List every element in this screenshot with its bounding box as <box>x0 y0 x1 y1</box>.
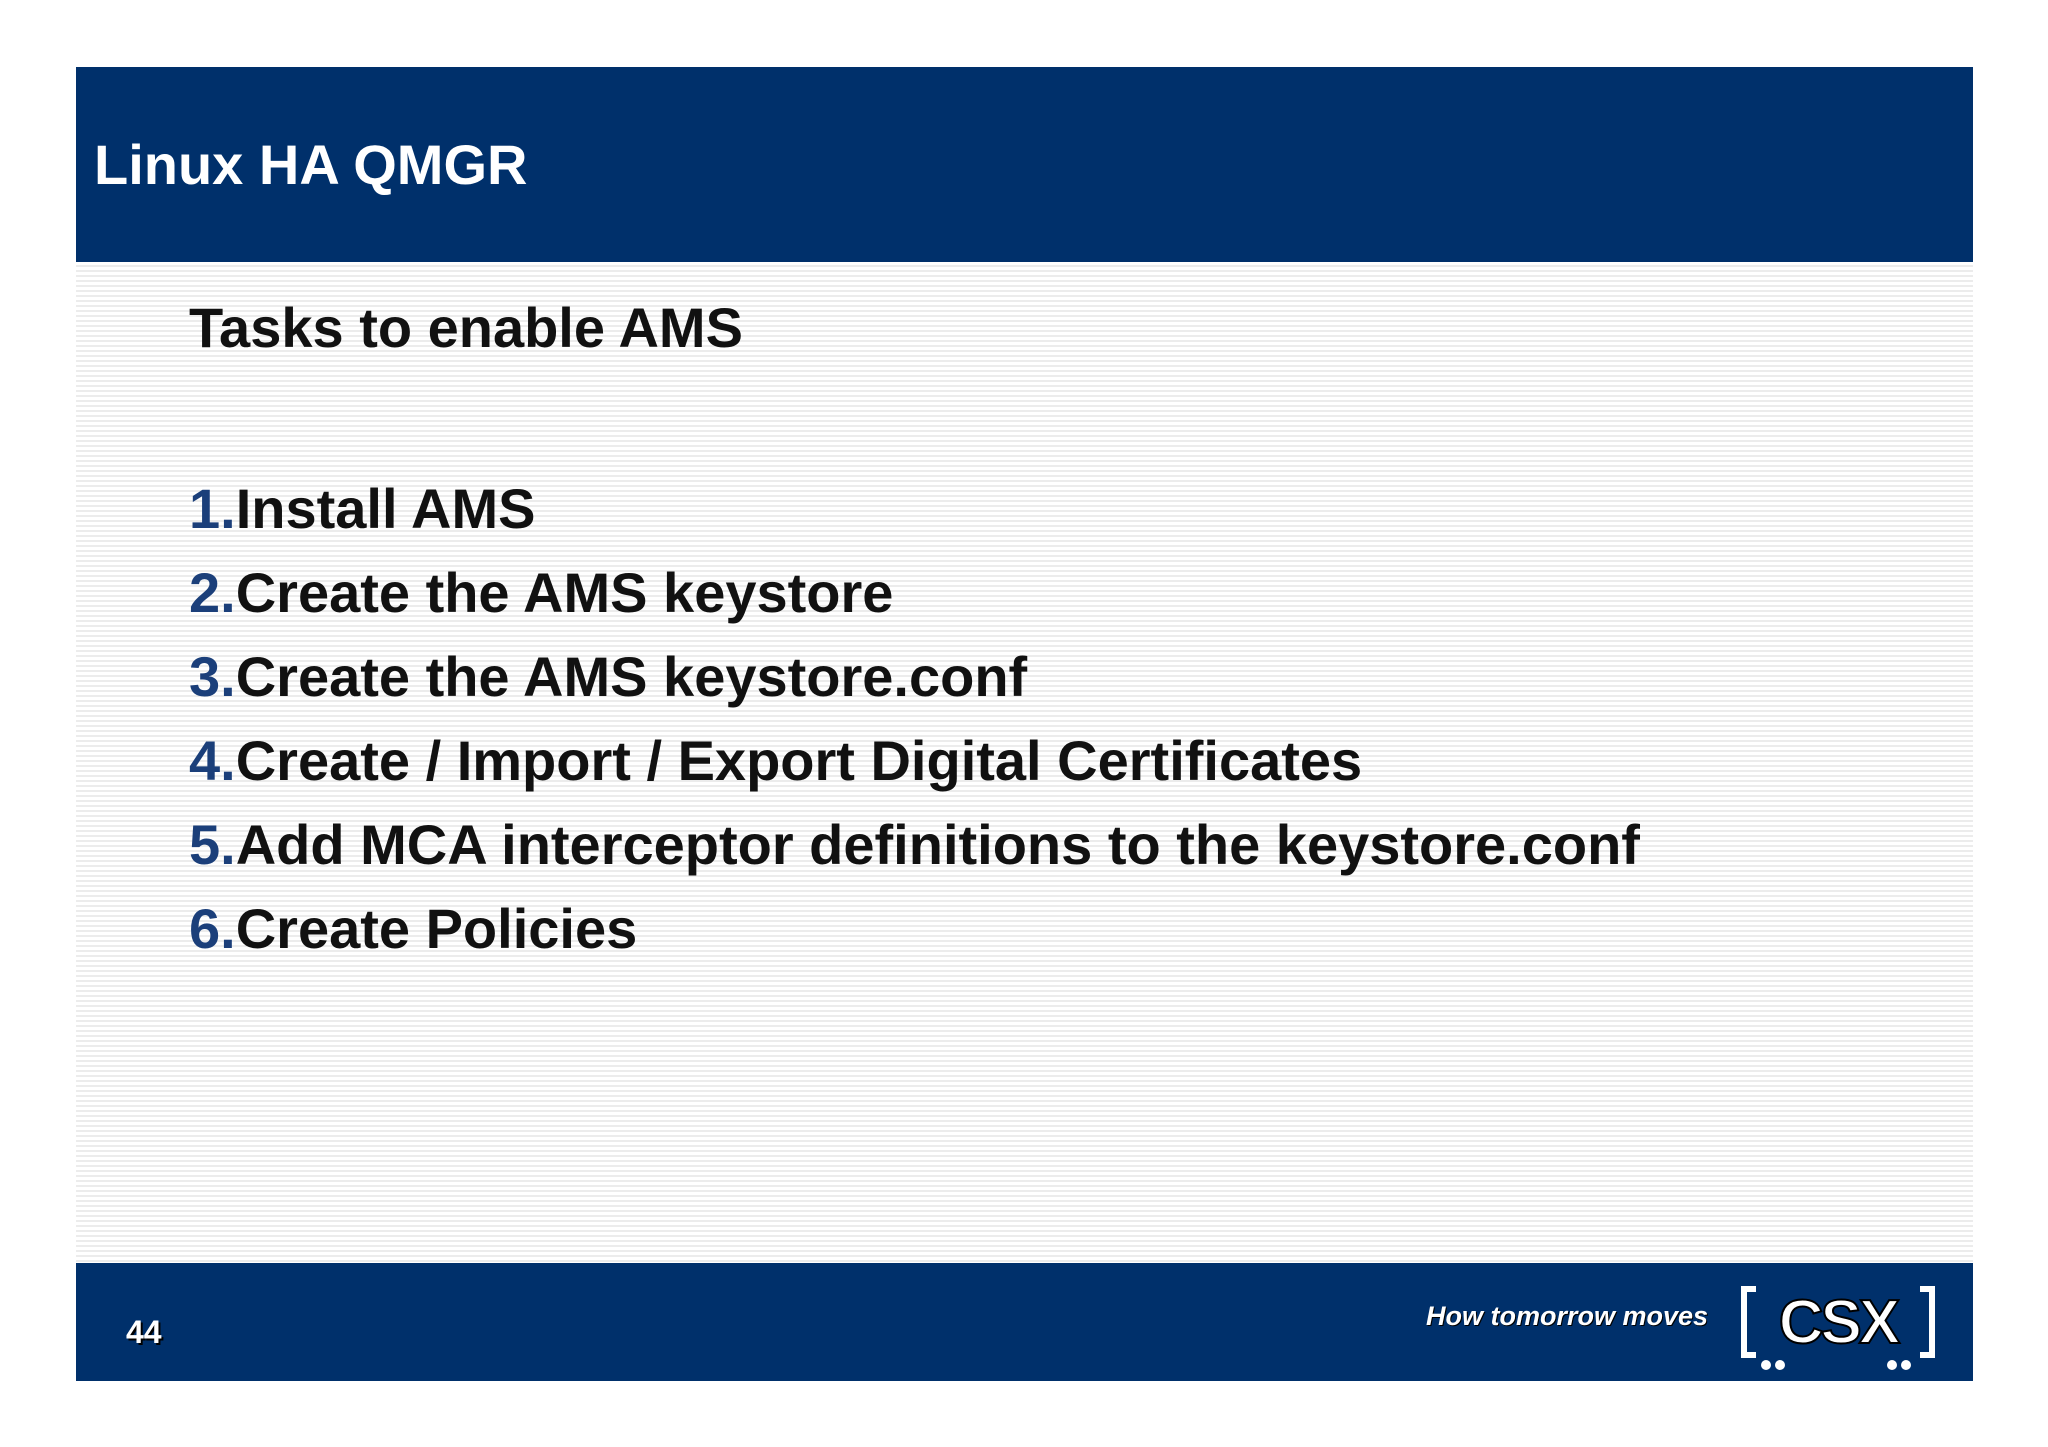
task-text: Create the AMS keystore.conf <box>235 645 1028 708</box>
footer-tagline: How tomorrow moves <box>1426 1301 1709 1331</box>
task-text: Add MCA interceptor definitions to the keystore.conf <box>235 813 1640 876</box>
task-number: 4. <box>189 729 236 792</box>
task-text: Create / Import / Export Digital Certificates <box>235 729 1363 792</box>
slide <box>76 67 1973 1381</box>
task-number: 1. <box>189 477 236 540</box>
task-number: 2. <box>189 561 236 624</box>
task-number: 6. <box>189 897 236 960</box>
task-item <box>189 635 1640 719</box>
page-number: 44 <box>126 1314 162 1350</box>
task-item <box>189 467 1640 551</box>
task-list <box>189 467 1640 971</box>
task-item <box>189 887 1640 971</box>
csx-logo <box>1740 1283 1936 1373</box>
header-bar <box>76 67 1973 262</box>
task-item <box>189 803 1640 887</box>
task-item <box>189 719 1640 803</box>
slide-title: Linux HA QMGR <box>94 133 528 196</box>
task-item <box>189 551 1640 635</box>
footer-bar <box>76 1263 1973 1381</box>
svg-text:CSX: CSX <box>1778 1288 1898 1357</box>
task-number: 5. <box>189 813 236 876</box>
slide-subtitle: Tasks to enable AMS <box>189 296 743 359</box>
task-text: Install AMS <box>235 477 536 540</box>
task-number: 3. <box>189 645 236 708</box>
task-text: Create the AMS keystore <box>235 561 894 624</box>
task-text: Create Policies <box>235 897 638 960</box>
